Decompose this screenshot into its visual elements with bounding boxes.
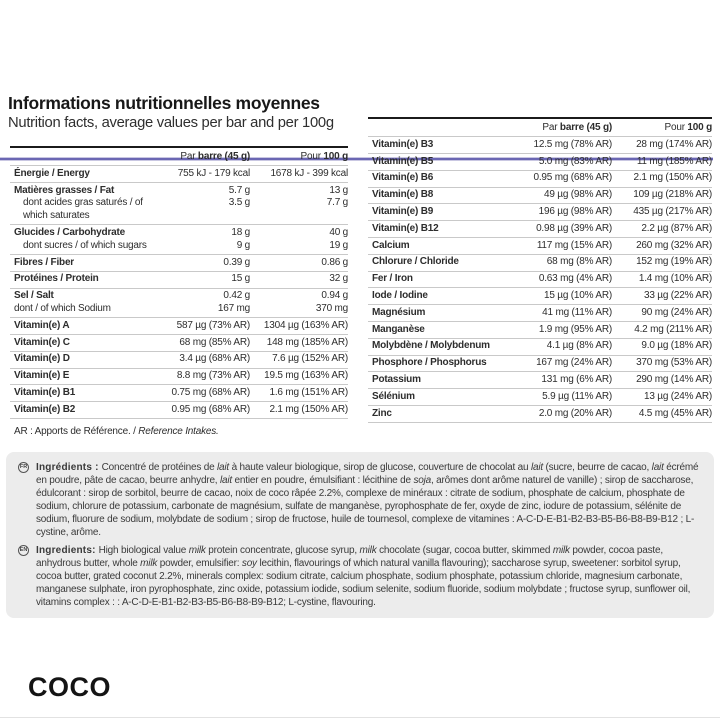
table-row — [368, 170, 712, 187]
value-per-bar: 755 kJ - 179 kcal — [177, 167, 250, 179]
row-label: Vitamin(e) E — [14, 370, 70, 382]
value-per-100g: 9.0 µg (18% AR) — [641, 340, 712, 352]
value-per-100g: 1304 µg (163% AR) — [263, 319, 348, 331]
table-row — [10, 165, 348, 182]
table-row — [368, 405, 712, 422]
value-per-bar: 2.0 mg (20% AR) — [538, 407, 612, 419]
value-per-100g: 13 µg (24% AR) — [644, 390, 712, 402]
value-per-100g: 4.5 mg (45% AR) — [638, 407, 712, 419]
ingredients-text-segment: milk — [359, 545, 377, 556]
row-label: Sel / Salt dont / of which Sodium — [14, 290, 111, 314]
table-row — [10, 401, 348, 418]
en-language-badge: EN — [18, 545, 29, 556]
value-per-100g: 109 µg (218% AR) — [633, 189, 712, 201]
value-per-100g: 40 g 19 g — [329, 226, 348, 251]
value-per-100g: 13 g 7.7 g — [326, 184, 348, 209]
value-per-100g: 4.2 mg (211% AR) — [634, 323, 712, 335]
page-title: Informations nutritionnelles moyennes — [8, 93, 320, 113]
value-per-bar: 8.8 mg (73% AR) — [176, 370, 250, 382]
value-per-100g: 11 mg (185% AR) — [636, 155, 712, 167]
row-label: Zinc — [372, 407, 392, 419]
value-per-bar: 0.95 mg (68% AR) — [171, 403, 250, 415]
ingredients-text-segment: écrémé en poudre, pâte de cacao, beurre anhydre, — [36, 462, 699, 486]
column-header-bold: 100 g — [323, 150, 348, 162]
header — [8, 94, 334, 131]
column-header-prefix: Pour — [664, 121, 688, 133]
ingredients-text-segment: lait — [217, 462, 230, 473]
row-label: Vitamin(e) A — [14, 319, 70, 331]
ingredients-text-segment: milk — [552, 545, 570, 556]
value-per-bar: 49 µg (98% AR) — [544, 189, 612, 201]
ingredients-text-segment: Concentré de protéines de — [101, 462, 218, 473]
row-label: Vitamin(e) B3 — [372, 138, 434, 150]
row-label: Vitamin(e) B6 — [372, 172, 434, 184]
row-label: Chlorure / Chloride — [372, 256, 459, 268]
row-label: Glucides / Carbohydrate dont sucres / of which sugars — [14, 226, 147, 251]
value-per-100g: 290 mg (14% AR) — [636, 373, 712, 385]
ingredients-en-paragraph — [18, 544, 702, 609]
row-label: Protéines / Protein — [14, 273, 99, 285]
value-per-bar: 4.1 µg (8% AR) — [546, 340, 612, 352]
column-header-per-100g — [612, 122, 712, 135]
table-row — [10, 368, 348, 385]
value-per-100g: 90 mg (24% AR) — [641, 306, 712, 318]
table-row — [368, 371, 712, 388]
row-label: Fer / Iron — [372, 273, 413, 285]
value-per-bar: 0.75 mg (68% AR) — [171, 386, 250, 398]
value-per-bar: 5.0 mg (83% AR) — [538, 155, 612, 167]
row-label: Calcium — [372, 239, 410, 251]
value-per-bar: 131 mg (6% AR) — [541, 373, 612, 385]
table-row — [368, 237, 712, 254]
value-per-100g: 152 mg (19% AR) — [636, 256, 712, 268]
table-row — [10, 182, 348, 224]
row-label: Iode / Iodine — [372, 289, 428, 301]
column-header-prefix: Par — [180, 150, 198, 162]
row-label: Phosphore / Phosphorus — [372, 357, 487, 369]
table-row — [368, 304, 712, 321]
footnote-fr: AR : Apports de Référence. / — [14, 426, 139, 437]
value-per-bar: 41 mg (11% AR) — [542, 306, 612, 318]
table-row — [10, 254, 348, 271]
table-row — [10, 317, 348, 334]
value-per-100g: 0.94 g 370 mg — [315, 290, 348, 314]
value-per-100g: 7.6 µg (152% AR) — [272, 353, 348, 365]
value-per-bar: 12.5 mg (78% AR) — [533, 138, 612, 150]
ingredients-text-segment: , arômes dont arôme naturel de vanille) ; sirop de saccharose, édulcorant : sirop de sorbitol, beurre de cacao, noix de coco râpée 2.2%, complexe de minéraux : citrate de sodium, phosphate de calcium, phosphate de sodium, chlorure de potassium, carbonate de magnésium, sulfate de manganèse, pyrophosphate de fer, oxyde de zinc, iodure de potassium, sélénite de sodium, fluorure de sodium, molybdate de sodium ; sirop de fructose, huile de tournesol, complexe de vitamines : A-C-D-E-B1-B2-B3-B5-B6-B8-B9-B12 ; L-cystine, arôme. — [36, 475, 695, 538]
table-row — [10, 224, 348, 254]
ingredients-text-segment: powder, cocoa paste, anhydrous butter, whole — [36, 545, 663, 569]
value-per-100g: 28 mg (174% AR) — [636, 138, 712, 150]
row-label: Vitamin(e) B2 — [14, 403, 76, 415]
ingredients-text-segment: protein concentrate, glucose syrup, — [205, 545, 360, 556]
ingredients-text-segment: entier en poudre, émulsifiant : lécithine de — [231, 475, 414, 486]
value-per-bar: 117 mg (15% AR) — [536, 239, 612, 251]
ingredients-text-segment: milk — [140, 558, 158, 569]
fr-language-badge: FR — [18, 462, 29, 473]
value-per-bar: 5.9 µg (11% AR) — [542, 390, 612, 402]
column-header-per-bar — [492, 122, 612, 135]
table-header-row — [10, 148, 348, 165]
ingredients-text-segment: milk — [188, 545, 206, 556]
ingredients-text-segment: Ingrédients : — [36, 462, 102, 473]
value-per-100g: 33 µg (22% AR) — [644, 289, 712, 301]
row-label: Matières grasses / Fat dont acides gras saturés / of which saturates — [14, 184, 143, 222]
value-per-100g: 1.4 mg (10% AR) — [638, 273, 712, 285]
ingredients-panel — [6, 452, 714, 618]
column-header-empty — [368, 122, 492, 135]
ingredients-fr-paragraph — [18, 461, 702, 539]
table-row — [368, 187, 712, 204]
row-label: Vitamin(e) B8 — [372, 189, 434, 201]
value-per-100g: 2.2 µg (87% AR) — [641, 222, 712, 234]
row-label: Manganèse — [372, 323, 425, 335]
table-row — [368, 220, 712, 237]
value-per-bar: 167 mg (24% AR) — [536, 357, 612, 369]
value-per-bar: 0.63 mg (4% AR) — [538, 273, 612, 285]
column-header-bold: barre (45 g) — [197, 150, 250, 162]
table-header-row — [368, 119, 712, 136]
value-per-100g: 435 µg (217% AR) — [633, 205, 712, 217]
column-header-prefix: Par — [542, 121, 560, 133]
row-label: Vitamin(e) B1 — [14, 386, 76, 398]
value-per-bar: 18 g 9 g — [231, 226, 250, 251]
column-header-prefix: Pour — [300, 150, 324, 162]
table-row — [368, 203, 712, 220]
reference-intakes-footnote — [14, 426, 219, 437]
row-label: Magnésium — [372, 306, 426, 318]
value-per-bar: 15 µg (10% AR) — [544, 289, 612, 301]
ingredients-text-segment: soy — [241, 558, 257, 569]
value-per-bar: 1.9 mg (95% AR) — [538, 323, 612, 335]
row-label: Vitamin(e) D — [14, 353, 70, 365]
value-per-bar: 68 mg (8% AR) — [546, 256, 612, 268]
value-per-100g: 148 mg (185% AR) — [266, 336, 348, 348]
table-row — [368, 355, 712, 372]
value-per-100g: 260 mg (32% AR) — [636, 239, 712, 251]
ingredients-text-segment: High biological value — [98, 545, 189, 556]
table-row — [368, 338, 712, 355]
value-per-bar: 196 µg (98% AR) — [538, 205, 612, 217]
row-label: Molybdène / Molybdenum — [372, 340, 490, 352]
column-header-empty — [10, 151, 150, 164]
value-per-bar: 587 µg (73% AR) — [176, 319, 250, 331]
row-label: Potassium — [372, 373, 421, 385]
value-per-100g: 1.6 mg (151% AR) — [269, 386, 348, 398]
ingredients-text-segment: lait — [219, 475, 232, 486]
table-row — [368, 287, 712, 304]
row-label: Énergie / Energy — [14, 167, 90, 179]
row-label: Vitamin(e) C — [14, 336, 70, 348]
table-row — [10, 384, 348, 401]
row-label: Vitamin(e) B12 — [372, 222, 439, 234]
column-header-bold: 100 g — [687, 121, 712, 133]
ingredients-text-segment: (sucre, beurre de cacao, — [542, 462, 652, 473]
value-per-bar: 0.98 µg (39% AR) — [536, 222, 612, 234]
value-per-bar: 15 g — [231, 273, 250, 285]
row-label: Sélénium — [372, 390, 415, 402]
table-row — [368, 153, 712, 170]
nutrition-table-left — [10, 146, 348, 419]
ingredients-text-segment: lecithin, flavourings of which natural vanilla flavouring); saccharose syrup, sweetener: sorbitol syrup, cocoa butter, grated coconut 2.2%, minerals complex: sodium citrate, calcium phosphate, sodium phosphate, potassium chloride, magnesium carbonate, manganese sulphate, iron pyrophosphate, zinc oxide, potassium iodide, sodium selenite, sodium fluoride, sodium molybdate ; fructose syrup, sunflower oil, vitamins complex : : A-C-D-E-B1-B2-B3-B5-B6-B8-B9-B12; L-cystine, flavouring. — [36, 558, 691, 608]
ingredients-text-segment: chocolate (sugar, cocoa butter, skimmed — [376, 545, 553, 556]
ingredients-text-segment: soja — [413, 475, 431, 486]
page-subtitle: Nutrition facts, average values per bar and per 100g — [8, 115, 334, 132]
value-per-bar: 0.39 g — [223, 256, 250, 268]
column-header-per-bar — [150, 151, 250, 164]
column-header-per-100g — [250, 151, 348, 164]
flavor-name: COCO — [28, 672, 111, 702]
value-per-100g: 19.5 mg (163% AR) — [264, 370, 348, 382]
value-per-100g: 1678 kJ - 399 kcal — [270, 167, 348, 179]
table-row — [10, 288, 348, 318]
table-row — [10, 271, 348, 288]
table-row — [368, 321, 712, 338]
value-per-100g: 0.86 g — [321, 256, 348, 268]
table-row — [10, 334, 348, 351]
ingredients-text-segment: powder, emulsifier: — [157, 558, 242, 569]
table-row — [10, 351, 348, 368]
value-per-bar: 5.7 g 3.5 g — [228, 184, 250, 209]
row-label: Vitamin(e) B5 — [372, 155, 434, 167]
value-per-bar: 68 mg (85% AR) — [179, 336, 250, 348]
value-per-bar: 0.42 g 167 mg — [217, 290, 250, 314]
footnote-en: Reference Intakes. — [138, 426, 219, 437]
table-row — [368, 254, 712, 271]
value-per-100g: 370 mg (53% AR) — [636, 357, 712, 369]
nutrition-table-right — [368, 117, 712, 423]
value-per-100g: 2.1 mg (150% AR) — [269, 403, 348, 415]
value-per-bar: 0.95 mg (68% AR) — [533, 172, 612, 184]
table-row — [368, 136, 712, 153]
ingredients-text-segment: à haute valeur biologique, sirop de glucose, couverture de chocolat au — [229, 462, 531, 473]
value-per-bar: 3.4 µg (68% AR) — [179, 353, 250, 365]
ingredients-text-segment: lait — [651, 462, 664, 473]
value-per-100g: 32 g — [329, 273, 348, 285]
page-bottom-border — [0, 717, 720, 718]
row-label: Fibres / Fiber — [14, 256, 74, 268]
row-label: Vitamin(e) B9 — [372, 205, 434, 217]
column-header-bold: barre (45 g) — [559, 121, 612, 133]
ingredients-text-segment: lait — [530, 462, 543, 473]
ingredients-text-segment: Ingredients: — [36, 545, 99, 556]
table-row — [368, 388, 712, 405]
value-per-100g: 2.1 mg (150% AR) — [633, 172, 712, 184]
table-row — [368, 271, 712, 288]
